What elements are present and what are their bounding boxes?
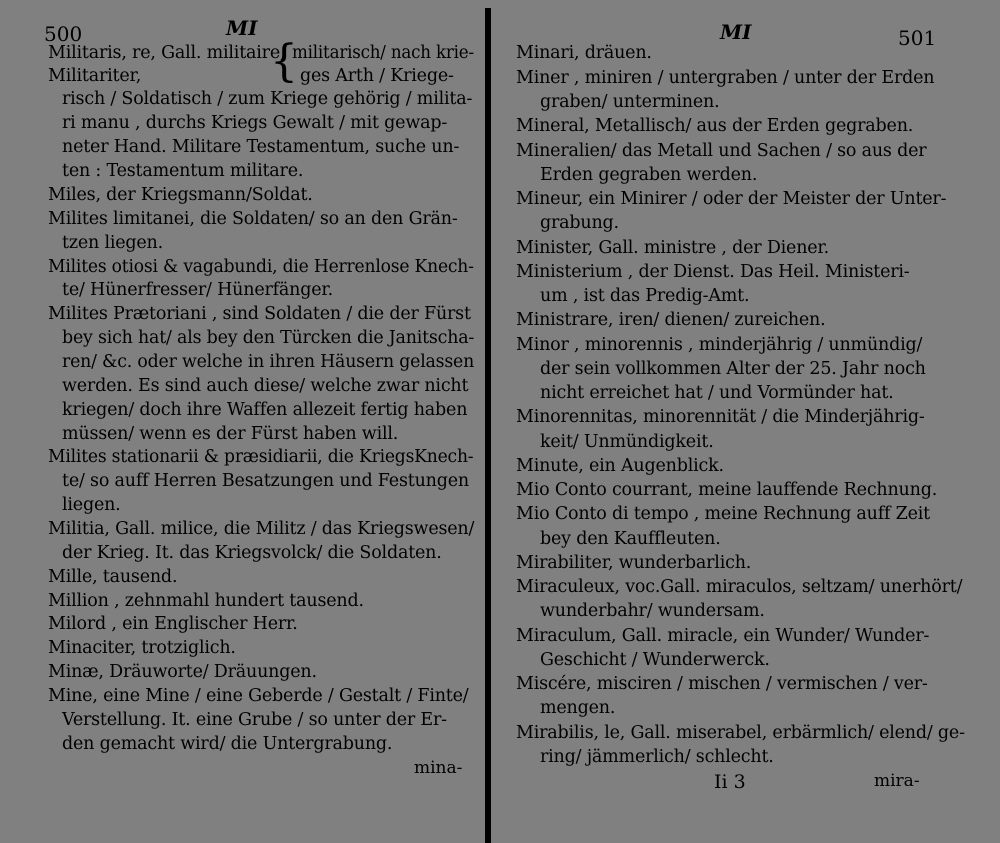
- entry-line: Militaris, re, Gall. militaire,: [48, 43, 286, 63]
- entry-line: neter Hand. Militare Testamentum, suche un-: [62, 137, 460, 157]
- entry-line: Milord , ein Englischer Herr.: [48, 614, 298, 634]
- entry-line: um , ist das Predig-Amt.: [540, 286, 750, 306]
- entry-line: den gemacht wird/ die Untergrabung.: [62, 734, 393, 754]
- entry-line: Mio Conto di tempo , meine Rechnung auff Zeit: [516, 504, 930, 524]
- entry-line: der sein vollkommen Alter der 25. Jahr noch: [540, 359, 926, 379]
- entry-line: Milites Prætoriani , sind Soldaten / die der Fürst: [48, 304, 471, 324]
- entry-line: ri manu , durchs Kriegs Gewalt / mit gewap-: [62, 113, 448, 133]
- entry-line: te/ Hünerfresser/ Hünerfänger.: [62, 280, 333, 300]
- entry-line: Ministrare, iren/ dienen/ zureichen.: [516, 310, 826, 330]
- page-number-left: 500: [44, 22, 83, 46]
- entry-line: Miraculum, Gall. miracle, ein Wunder/ Wunder-: [516, 626, 930, 646]
- entry-line: Militariter,: [48, 66, 142, 86]
- entry-line: bey den Kauffleuten.: [540, 529, 721, 549]
- entry-line: Miles, der Kriegsmann/Soldat.: [48, 185, 313, 205]
- entry-line: bey sich hat/ als bey den Türcken die Janitscha-: [62, 328, 475, 348]
- right-page: [494, 0, 1000, 843]
- brace-line: ges Arth / Kriege-: [300, 66, 454, 86]
- entry-line: Mio Conto courrant, meine lauffende Rechnung.: [516, 480, 938, 500]
- entry-line: nicht erreichet hat / und Vormünder hat.: [540, 383, 894, 403]
- entry-line: liegen.: [62, 495, 121, 515]
- running-head-left: MI: [226, 16, 258, 40]
- entry-line: grabung.: [540, 213, 619, 233]
- entry-line: Mirabiliter, wunderbarlich.: [516, 553, 752, 573]
- entry-line: Milites otiosi & vagabundi, die Herrenlose Knech-: [48, 257, 474, 277]
- entry-line: wunderbahr/ wundersam.: [540, 601, 765, 621]
- entry-line: Miraculeux, voc.Gall. miraculos, seltzam/ unerhört/: [516, 577, 963, 597]
- entry-line: Mineral, Metallisch/ aus der Erden gegraben.: [516, 116, 914, 136]
- entry-line: Geschicht / Wunderwerck.: [540, 650, 770, 670]
- entry-line: Million , zehnmahl hundert tausend.: [48, 591, 364, 611]
- entry-line: Minæ, Dräuworte/ Dräuungen.: [48, 662, 317, 682]
- entry-line: Milites limitanei, die Soldaten/ so an den Grän-: [48, 209, 458, 229]
- entry-line: Miscére, misciren / mischen / vermischen / ver-: [516, 674, 928, 694]
- entry-line: Mineur, ein Minirer / oder der Meister der Unter-: [516, 189, 947, 209]
- signature-mark: Ii 3: [714, 771, 746, 793]
- catchword-right: mira-: [874, 771, 920, 791]
- entry-line: graben/ unterminen.: [540, 92, 720, 112]
- entry-line: Mine, eine Mine / eine Geberde / Gestalt / Finte/: [48, 686, 469, 706]
- entry-line: Minor , minorennis , minderjährig / unmündig/: [516, 335, 923, 355]
- entry-line: Mille, tausend.: [48, 567, 178, 587]
- entry-line: Minaciter, trotziglich.: [48, 638, 236, 658]
- entry-line: te/ so auff Herren Besatzungen und Festungen: [62, 471, 469, 491]
- brace-line: militarisch/ nach krie-: [292, 43, 474, 63]
- entry-line: Mirabilis, le, Gall. miserabel, erbärmlich/ elend/ ge-: [516, 723, 965, 743]
- entry-line: Minorennitas, minorennität / die Minderjährig-: [516, 407, 925, 427]
- entry-line: kriegen/ doch ihre Waffen allezeit fertig haben: [62, 400, 468, 420]
- entry-line: Militia, Gall. milice, die Militz / das Kriegswesen/: [48, 519, 475, 539]
- entry-line: Mineralien/ das Metall und Sachen / so aus der: [516, 141, 927, 161]
- entry-line: Verstellung. It. eine Grube / so unter der Er-: [62, 710, 447, 730]
- left-page: [0, 0, 486, 843]
- entry-line: Milites stationarii & præsidiarii, die KriegsKnech-: [48, 447, 474, 467]
- book-gutter: [485, 8, 491, 843]
- entry-line: Miner , miniren / untergraben / unter der Erden: [516, 68, 935, 88]
- entry-line: ren/ &c. oder welche in ihren Häusern gelassen: [62, 352, 475, 372]
- entry-line: risch / Soldatisch / zum Kriege gehörig / milita-: [62, 89, 473, 109]
- entry-line: ten : Testamentum militare.: [62, 161, 304, 181]
- running-head-right: MI: [720, 20, 752, 44]
- entry-line: Ministerium , der Dienst. Das Heil. Ministeri-: [516, 262, 910, 282]
- entry-line: müssen/ wenn es der Fürst haben will.: [62, 424, 399, 444]
- entry-line: Minari, dräuen.: [516, 43, 652, 63]
- brace-glyph: {: [270, 36, 298, 87]
- catchword-left: mina-: [414, 758, 463, 778]
- entry-line: ring/ jämmerlich/ schlecht.: [540, 747, 774, 767]
- page-number-right: 501: [898, 26, 937, 50]
- entry-line: Minute, ein Augenblick.: [516, 456, 724, 476]
- entry-line: Minister, Gall. ministre , der Diener.: [516, 238, 830, 258]
- entry-line: Erden gegraben werden.: [540, 165, 758, 185]
- entry-line: mengen.: [540, 698, 616, 718]
- entry-line: keit/ Unmündigkeit.: [540, 432, 714, 452]
- entry-line: der Krieg. It. das Kriegsvolck/ die Soldaten.: [62, 543, 442, 563]
- entry-line: tzen liegen.: [62, 233, 163, 253]
- entry-line: werden. Es sind auch diese/ welche zwar nicht: [62, 376, 469, 396]
